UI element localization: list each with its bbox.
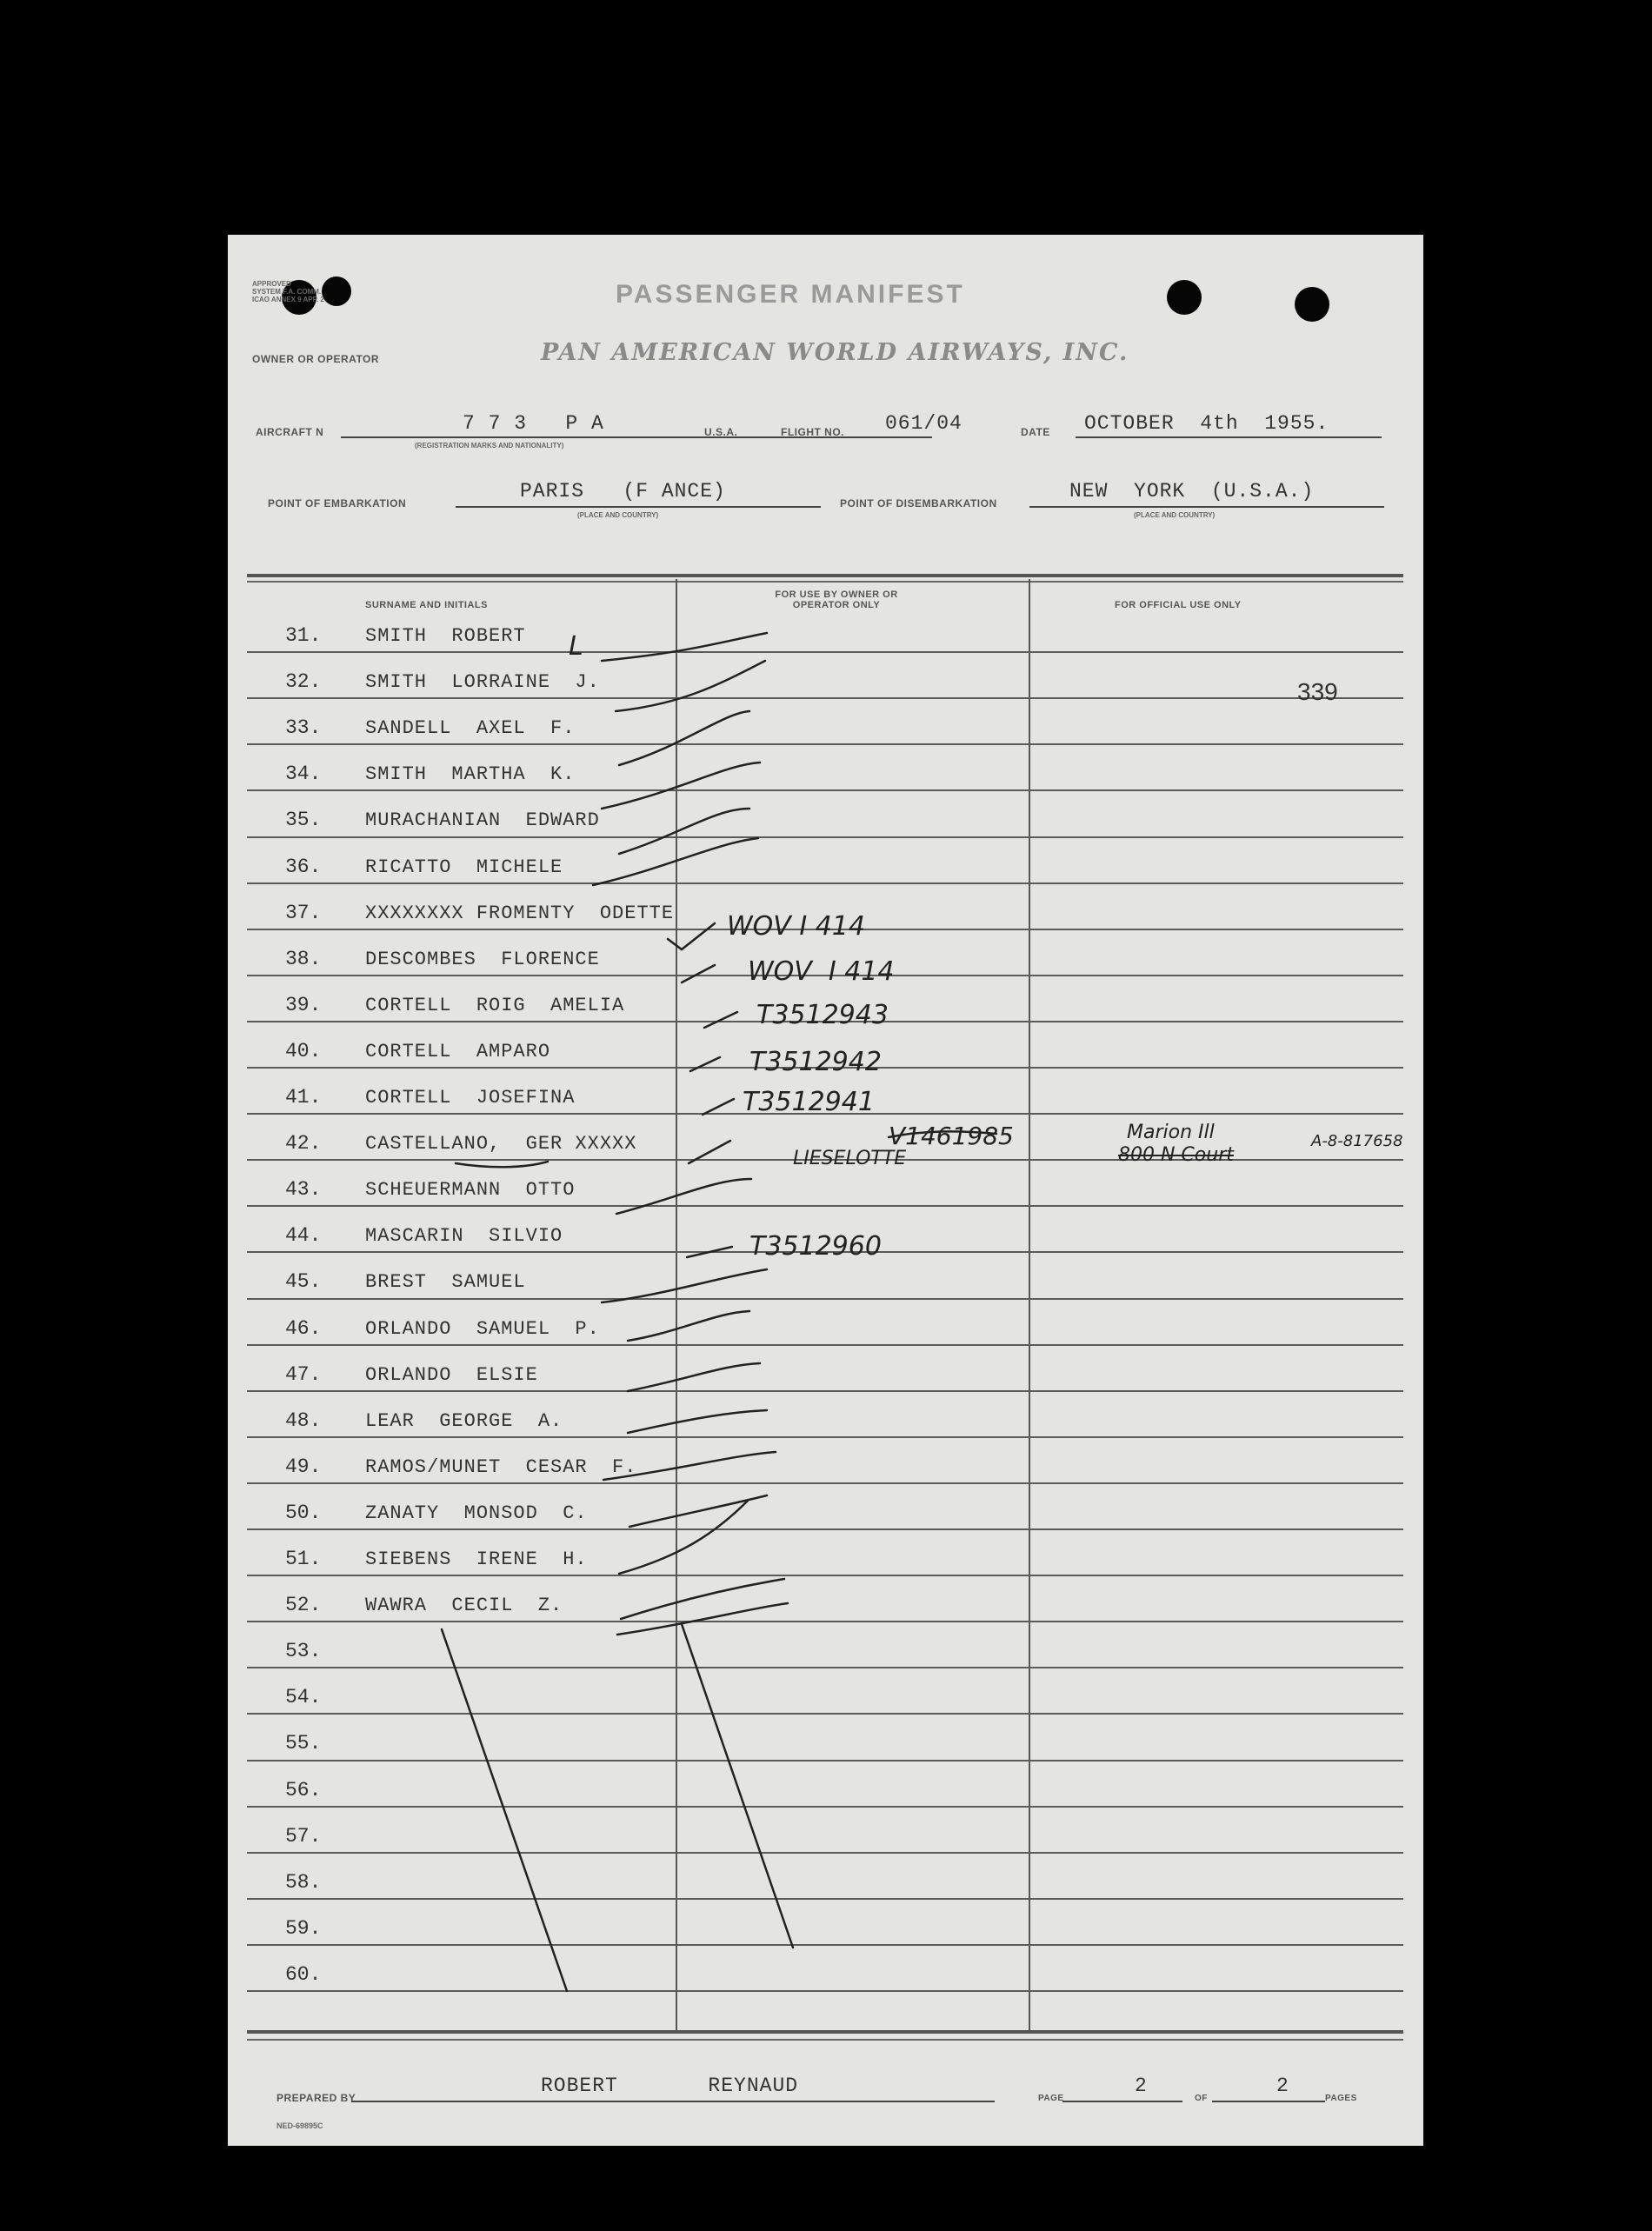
embark-sub: (PLACE AND COUNTRY) — [577, 511, 659, 519]
row-number: 44. — [285, 1224, 322, 1248]
row-number: 43. — [285, 1178, 322, 1202]
passenger-name: SMITH MARTHA K. — [365, 763, 576, 786]
row-number: 38. — [285, 947, 322, 970]
embark-value: PARIS (F ANCE) — [520, 480, 726, 503]
owner-value: PAN AMERICAN WORLD AIRWAYS, INC. — [541, 339, 1129, 366]
passenger-name: LEAR GEORGE A. — [365, 1409, 563, 1432]
row-number: 42. — [285, 1132, 322, 1155]
passenger-name: SMITH ROBERT — [365, 625, 526, 647]
row-number: 36. — [285, 855, 322, 878]
passenger-name: CORTELL JOSEFINA — [365, 1087, 576, 1109]
passenger-name: WAWRA CECIL Z. — [365, 1595, 563, 1617]
row-number: 31. — [285, 624, 322, 647]
page-label: PAGE — [1038, 2094, 1064, 2103]
flight-label: FLIGHT NO. — [781, 426, 844, 438]
row-number: 33. — [285, 716, 322, 740]
passenger-name: SIEBENS IRENE H. — [365, 1548, 588, 1570]
passenger-name: ORLANDO SAMUEL P. — [365, 1317, 600, 1340]
row-number: 46. — [285, 1316, 322, 1340]
row-number: 35. — [285, 809, 322, 832]
of-value: 2 — [1276, 2074, 1289, 2097]
prepared-label: PREPARED BY — [276, 2092, 356, 2104]
passenger-name: CASTELLANO, GER XXXXX — [365, 1133, 637, 1155]
hand-note-row42a: V1461985 — [889, 1122, 1014, 1150]
passenger-name: ORLANDO ELSIE — [365, 1363, 538, 1386]
row-number: 34. — [285, 763, 322, 786]
page-value: 2 — [1135, 2074, 1148, 2097]
row-number: 57. — [285, 1824, 322, 1848]
row-number: 60. — [285, 1962, 322, 1986]
row-number: 56. — [285, 1778, 322, 1801]
row-number: 53. — [285, 1640, 322, 1663]
passenger-name: CORTELL ROIG AMELIA — [365, 994, 625, 1016]
row-number: 37. — [285, 901, 322, 924]
pen-strokes — [228, 235, 1423, 2146]
date-label: DATE — [1021, 426, 1050, 438]
prepared-underline — [351, 2101, 995, 2102]
official-note-row42a: Marion Ill — [1127, 1122, 1215, 1143]
row-number: 45. — [285, 1270, 322, 1294]
row-number: 52. — [285, 1594, 322, 1617]
col-official-header: FOR OFFICIAL USE ONLY — [1115, 600, 1242, 610]
row-number: 55. — [285, 1732, 322, 1755]
aircraft-sub: (REGISTRATION MARKS AND NATIONALITY) — [415, 442, 564, 450]
owner-label: OWNER OR OPERATOR — [252, 353, 380, 365]
row-number: 49. — [285, 1455, 322, 1478]
pages-label: PAGES — [1325, 2094, 1357, 2103]
date-value: OCTOBER 4th 1955. — [1084, 412, 1329, 435]
hand-note-row38: WOV I 414 — [748, 956, 895, 987]
row-number: 48. — [285, 1409, 322, 1432]
row-number: 59. — [285, 1916, 322, 1940]
page-underline — [1062, 2101, 1182, 2102]
passenger-name: CORTELL AMPARO — [365, 1040, 551, 1062]
disembark-label: POINT OF DISEMBARKATION — [840, 497, 997, 509]
approval-stamp: APPROVED SYSTEM F.A. COMM. ICAO ANNEX 9 APP. 2 — [252, 280, 324, 303]
hand-note-row42b: LIESELOTTE — [793, 1148, 907, 1169]
embark-label: POINT OF EMBARKATION — [268, 497, 407, 509]
of-underline — [1212, 2101, 1325, 2102]
passenger-name: SMITH LORRAINE J. — [365, 671, 600, 694]
passenger-name: SCHEUERMANN OTTO — [365, 1179, 576, 1202]
form-code: NED-69895C — [276, 2121, 323, 2130]
form-title: PASSENGER MANIFEST — [616, 280, 965, 309]
passenger-name: RAMOS/MUNET CESAR F. — [365, 1455, 637, 1478]
row-number: 50. — [285, 1501, 322, 1524]
passenger-name: DESCOMBES FLORENCE — [365, 948, 600, 970]
hand-note-row37: WOV I 414 — [727, 911, 865, 942]
official-note-row42b: 800 N Court — [1118, 1144, 1234, 1166]
flight-value: 061/04 — [885, 412, 963, 435]
row-number: 47. — [285, 1362, 322, 1386]
row-number: 40. — [285, 1039, 322, 1062]
col-owner-header: FOR USE BY OWNER OR OPERATOR ONLY — [775, 589, 898, 610]
official-number-row32: 339 — [1297, 678, 1338, 705]
row-number: 54. — [285, 1686, 322, 1709]
hand-note-row41: T3512941 — [743, 1087, 875, 1117]
row-number: 32. — [285, 670, 322, 694]
prepared-value: ROBERT REYNAUD — [541, 2074, 799, 2097]
hand-note-row39: T3512943 — [756, 1000, 889, 1030]
manifest-sheet — [228, 235, 1423, 2146]
official-note-row42c: A-8-817658 — [1311, 1132, 1403, 1150]
usa-label: U.S.A. — [704, 426, 738, 438]
passenger-name: BREST SAMUEL — [365, 1271, 526, 1294]
passenger-name: ZANATY MONSOD C. — [365, 1502, 588, 1524]
of-label: OF — [1195, 2094, 1208, 2103]
passenger-name: XXXXXXXX FROMENTY ODETTE — [365, 902, 675, 924]
row-number: 39. — [285, 993, 322, 1016]
disembark-sub: (PLACE AND COUNTRY) — [1134, 511, 1216, 519]
passenger-name: MURACHANIAN EDWARD — [365, 809, 600, 832]
aircraft-label: AIRCRAFT N — [256, 426, 324, 438]
aircraft-value: 7 7 3 P A — [463, 412, 604, 435]
passenger-name: RICATTO MICHELE — [365, 856, 563, 878]
hand-note-row40: T3512942 — [749, 1047, 882, 1077]
disembark-value: NEW YORK (U.S.A.) — [1069, 480, 1315, 503]
row-number: 58. — [285, 1870, 322, 1894]
passenger-name: SANDELL AXEL F. — [365, 717, 576, 740]
passenger-name: MASCARIN SILVIO — [365, 1225, 563, 1248]
hand-note-row44: T3512960 — [749, 1231, 882, 1262]
row-number: 41. — [285, 1086, 322, 1109]
col-surname-header: SURNAME AND INITIALS — [365, 600, 488, 610]
row-number: 51. — [285, 1548, 322, 1570]
hand-mark-row31: L — [569, 631, 583, 662]
